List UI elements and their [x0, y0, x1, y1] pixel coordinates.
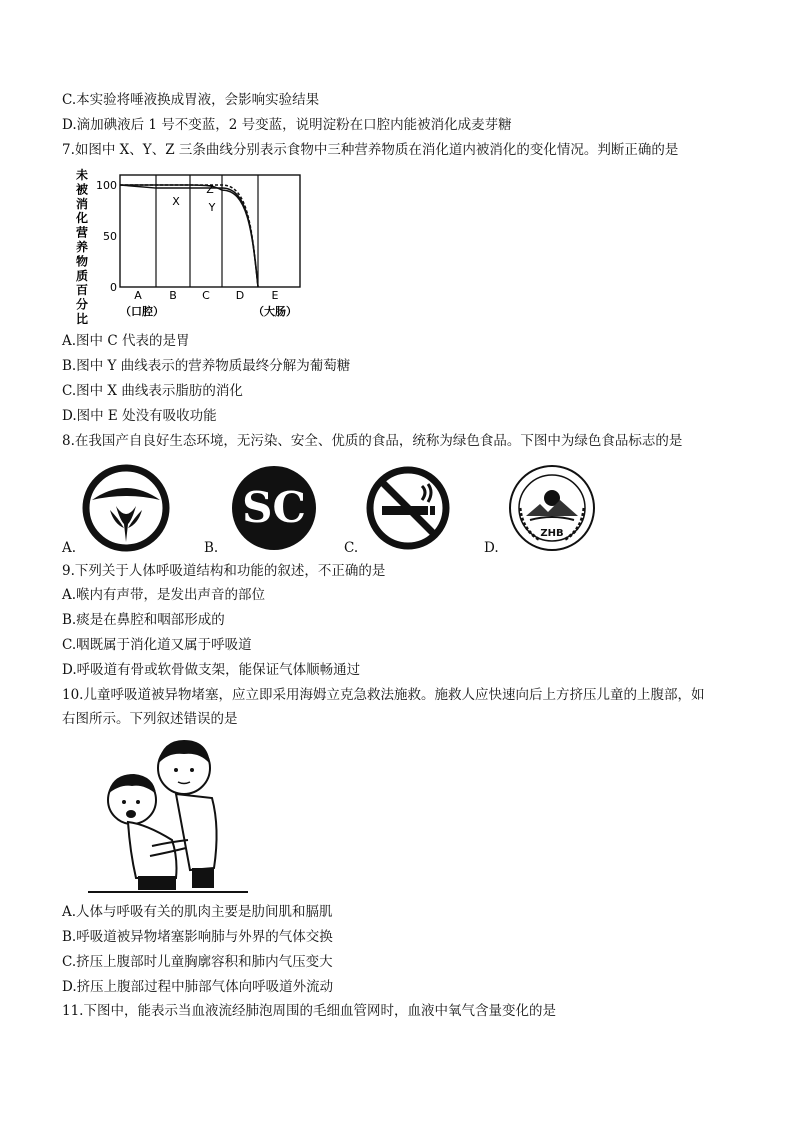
q8-label-c: C.	[344, 540, 359, 556]
q7-option-b: B.图中 Y 曲线表示的营养物质最终分解为葡萄糖	[62, 358, 351, 374]
y-tick-label: 50	[103, 230, 117, 243]
series-label: X	[172, 195, 180, 208]
y-label-char: 消	[75, 196, 89, 211]
q9-option-d: D.呼吸道有骨或软骨做支架，能保证气体顺畅通过	[62, 662, 361, 678]
y-tick-label: 100	[96, 179, 117, 192]
curve-x	[120, 185, 258, 287]
y-label-char: 化	[75, 211, 89, 226]
q7-option-d: D.图中 E 处没有吸收功能	[62, 408, 217, 424]
q8-stem: 8.在我国产自良好生态环境，无污染、安全、优质的食品，统称为绿色食品。下图中为绿色食品标志的是	[62, 433, 683, 449]
q10-stem-line-1: 10.儿童呼吸道被异物堵塞，应立即采用海姆立克急救法施救。施救人应快速向后上方挤压儿童的上腹部，如	[62, 687, 705, 703]
sc-quality-logo	[228, 462, 320, 554]
q9-option-c: C.咽既属于消化道又属于呼吸道	[62, 637, 252, 653]
q7-option-c: C.图中 X 曲线表示脂肪的消化	[62, 383, 243, 399]
y-label-char: 营	[75, 225, 89, 240]
y-label-char: 养	[75, 240, 89, 254]
q6-option-d: D.滴加碘液后 1 号不变蓝，2 号变蓝，说明淀粉在口腔内能被消化成麦芽糖	[62, 117, 512, 133]
q7-stem: 7.如图中 X、Y、Z 三条曲线分别表示食物中三种营养物质在消化道内被消化的变化情况。判断正确的是	[62, 142, 679, 158]
logo-b-text: SC	[242, 483, 306, 532]
curves	[120, 183, 258, 287]
q9-option-b: B.痰是在鼻腔和咽部形成的	[62, 612, 225, 628]
q10-stem-line-2: 右图所示。下列叙述错误的是	[62, 711, 238, 727]
y-label-char: 分	[75, 297, 89, 312]
q8-label-b: B.	[204, 540, 219, 556]
curve-z	[120, 185, 258, 287]
x-category-label: A	[134, 289, 142, 302]
q10-option-c: C.挤压上腹部时儿童胸廓容积和肺内气压变大	[62, 954, 333, 970]
x-category-note: （口腔）	[120, 305, 164, 318]
x-category-labels	[120, 289, 297, 318]
y-tick-label: 0	[110, 281, 117, 294]
x-category-label: E	[271, 289, 279, 302]
q11-stem: 11.下图中，能表示当血液流经肺泡周围的毛细血管网时，血液中氧气含量变化的是	[62, 1003, 556, 1019]
q9-stem: 9.下列关于人体呼吸道结构和功能的叙述，不正确的是	[62, 563, 386, 579]
y-axis-label	[75, 167, 89, 325]
curve-y	[120, 185, 258, 287]
environmental-mark-logo	[506, 462, 598, 554]
q7-option-a: A.图中 C 代表的是胃	[62, 333, 190, 349]
q10-option-d: D.挤压上腹部过程中肺部气体向呼吸道外流动	[62, 979, 334, 995]
q6-option-c: C.本实验将唾液换成胃液，会影响实验结果	[62, 92, 320, 108]
y-label-char: 被	[75, 182, 89, 197]
y-label-char: 百	[75, 283, 89, 298]
y-label-char: 比	[75, 312, 89, 325]
q10-option-b: B.呼吸道被异物堵塞影响肺与外界的气体交换	[62, 929, 333, 945]
series-label: Z	[206, 183, 214, 196]
q10-option-a: A.人体与呼吸有关的肌肉主要是肋间肌和膈肌	[62, 904, 333, 920]
q8-label-d: D.	[484, 540, 499, 556]
series-label: Y	[208, 201, 216, 214]
x-category-label: D	[235, 289, 245, 302]
x-category-note: （大肠）	[253, 305, 297, 318]
no-smoking-logo	[362, 462, 454, 554]
y-label-char: 未	[75, 168, 89, 182]
x-category-label: C	[202, 289, 210, 302]
heimlich-maneuver-illustration	[80, 728, 255, 898]
green-food-logo	[80, 462, 172, 554]
q8-label-a: A.	[62, 540, 77, 556]
digestion-curve-chart	[70, 165, 305, 325]
y-label-char: 质	[75, 268, 89, 283]
x-category-label: B	[169, 289, 177, 302]
logo-d-text: ZHB	[540, 528, 564, 539]
y-label-char: 物	[75, 254, 89, 269]
y-tick-labels	[96, 179, 117, 294]
q9-option-a: A.喉内有声带，是发出声音的部位	[62, 587, 266, 603]
